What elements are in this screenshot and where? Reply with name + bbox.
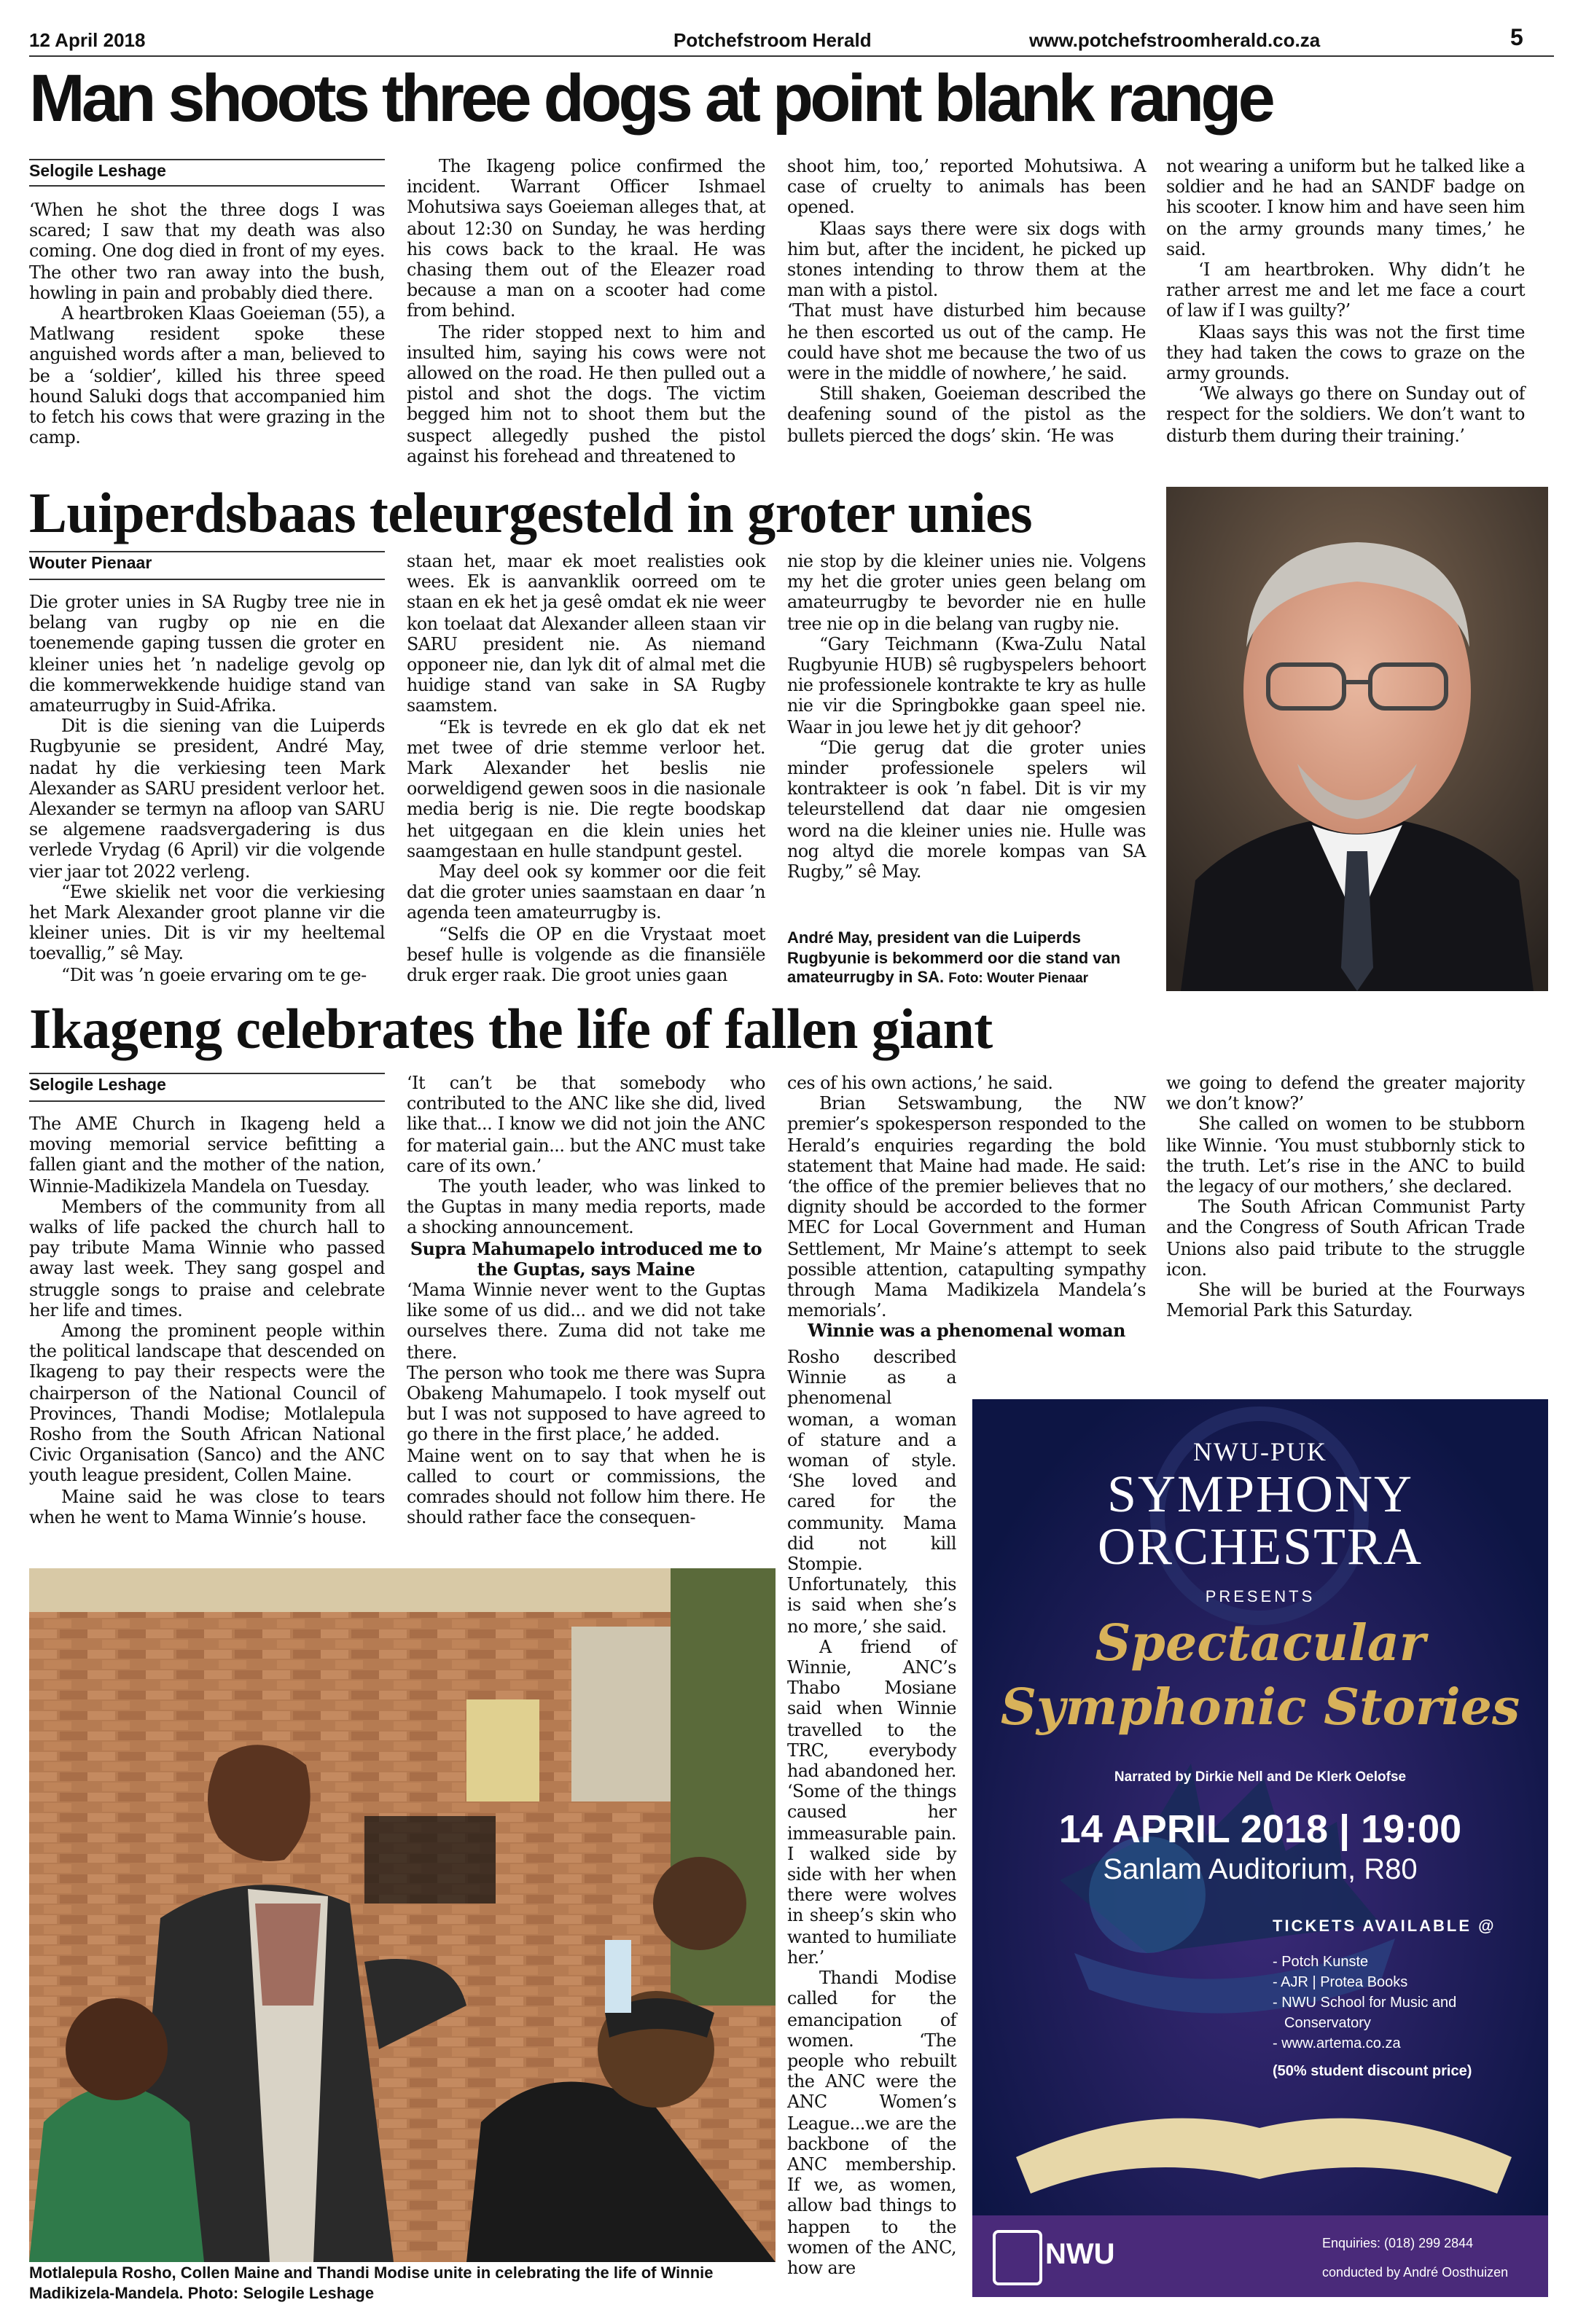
story1-headline: Man shoots three dogs at point blank range <box>29 60 1273 136</box>
story2-column-3: nie stop by die kleiner unies nie. Volgens my het die groter unies geen belang om amateurrugby te bevorder nie en hulle tree nie op in die belang van rugby nie. “Gary Teichmann (Kwa-Zulu Natal Rugbyunie HUB) sê rugbyspelers behoort nie professionele kontrakte te kry as hulle nie vir die Springbokke gaan speel nie. Waar in jou lewe het jy dit gehoor? “Die gerug dat die groter unies minder professionele spelers wil kontrakteer is ook ’n fabel. Dit is vir my teleurstellend dat daar nie omgesien word na die kleiner unies nie. Hulle was nog altyd die morele kompas van SA Rugby,” sê May. <box>787 551 1146 883</box>
story3-subheading-guptas: Supra Mahumapelo introduced me to the Guptas, says Maine <box>410 1238 762 1280</box>
memorial-service-photo <box>29 1568 776 2262</box>
story3-column-3-top: ces of his own actions,’ he said. Brian Setswambung, the NW premier’s spokesperson responded to the Herald’s enquiries regarding the bold statement that Maine had made. He said: ‘the office of the premier believes that no dignity should be accorded to the former MEC for Local Government and Human Settlement, Mr Maine’s attempt to seek possible attention, catapulting sympathy through Mama Madikizela Mandela’s memorials’. Winnie was a phenomenal woman <box>787 1073 1146 1342</box>
ad-venue: Sanlam Auditorium, R80 <box>1103 1854 1418 1886</box>
memorial-photo-caption: Motlalepula Rosho, Collen Maine and Thandi Modise unite in celebrating the life of Winnie Madikizela-Mandela. Photo: Selogile Leshage <box>29 2265 714 2302</box>
story3-subheading-phenomenal: Winnie was a phenomenal woman <box>808 1321 1125 1342</box>
story1-byline: Selogile Leshage <box>29 163 166 181</box>
story3-column-1: The AME Church in Ikageng held a moving memorial service befitting a fallen giant and the mother of the nation, Winnie-Madikizela Mandela on Tuesday. Members of the community from all walks of life packed the church hall to pay tribute Mama Winnie who passed away last week. They sang gospel and struggle songs to praise and celebrate her life and times. Among the prominent people within the political landscape that descended on Ikageng to pay their respects were the chairperson of the National Council of Provinces, Thandi Modise; Motlalepula Rosho from the South African National Civic Organisation (Sanco) and the ANC youth league president, Collen Maine. Maine said he was close to tears when he went to Mama Winnie’s house. <box>29 1114 385 1527</box>
ad-orchestra-line1: NWU-PUK <box>1193 1437 1327 1466</box>
issue-date: 12 April 2018 <box>29 29 146 51</box>
story3-headline: Ikageng celebrates the life of fallen giant <box>29 998 993 1061</box>
ad-outlet-1: - Potch Kunste <box>1273 1955 1369 1971</box>
ad-event-date: 14 APRIL 2018 | 19:00 <box>1058 1807 1462 1851</box>
story2-column-2: staan het, maar ek moet realisties ook wees. Ek is aanvanklik oorreed om te staan en ek het ja gesê omdat ek nie weer kon toelaat dat Alexander alleen staan vir SARU president nie. As niemand opponeer nie, dan lyk dit of almal met die huidige stand van sake in SA Rugby saamstem. “Ek is tevrede en ek glo dat ek net met twee of drie stemme verloor het. Mark Alexander het beslis nie oorweldigend gewen soos in die nasionale media berig is nie. Die regte boodskap het uitgegaan en die klein unies het saamgestaan en hulle standpunt gestel. May deel ook sy kommer oor die feit dat die groter unies saamstaan en daar ’n agenda teen amateurrugby is. “Selfs die OP en die Vrystaat moet besef hulle is volgende as die finansiële druk erger raak. Die groot unies gaan <box>407 551 765 986</box>
byline-rule <box>29 159 385 160</box>
story2-photo-caption: André May, president van die Luiperds Rugbyunie is bekommerd oor die stand van amateurrugby in SA. Foto: Wouter Pienaar <box>787 930 1121 987</box>
ad-outlet-3: - NWU School for Music and <box>1273 1995 1457 2011</box>
story1-column-2: The Ikageng police confirmed the incident. Warrant Officer Ishmael Mohutsiwa says Goeieman alleges that, at about 12:30 on Sunday, he was herding his cows back to the kraal. He was chasing them out of the Eleazer road because a man on a scooter had come from behind. The rider stopped next to him and insulted him, saying his cows were not allowed on the road. He then pulled out a pistol and shot the dogs. The victim begged him not to shoot them but the suspect allegedly pushed the pistol against his forehead and threatened to <box>407 156 765 466</box>
nwu-logo-icon <box>993 2230 1042 2285</box>
story1-column-4: not wearing a uniform but he talked like a soldier and he had an SANDF badge on his scooter. I know him and have seen him on the army grounds many times,’ he said. ‘I am heartbroken. Why didn’t he rather arrest me and let me face a court of law if I was guilty?’ Klaas says this was not the first time they had taken the cows to graze on the army grounds. ‘We always go there on Sunday out of respect for the soldiers. We don’t want to disturb them during their training.’ <box>1166 156 1525 446</box>
ad-enquiries: Enquiries: (018) 299 2844 <box>1322 2236 1474 2250</box>
paper-name: Potchefstroom Herald <box>673 29 872 51</box>
ad-presents: PRESENTS <box>1205 1589 1316 1606</box>
story2-headline: Luiperdsbaas teleurgesteld in groter unies <box>29 482 1032 545</box>
byline-rule <box>29 579 385 580</box>
ad-title-line1: Spectacular <box>1095 1615 1426 1673</box>
masthead-rule <box>29 55 1554 57</box>
byline-rule <box>29 1073 385 1074</box>
symphony-orchestra-advert <box>972 1399 1548 2297</box>
ad-title-line2: Symphonic Stories <box>1000 1679 1520 1737</box>
story2-column-1: Die groter unies in SA Rugby tree nie in belang van rugby op nie en die toenemende gaping tussen die groter en kleiner unies het ’n nadelige gevolg op die kommerwekkende huidige stand van amateurrugby in Suid-Afrika. Dit is die siening van die Luiperds Rugbyunie se president, André May, nadat hy die verkiesing teen Mark Alexander as SARU president verloor het. Alexander se termyn na afloop van SARU se algemene raadsvergadering is dus verlede Vrydag (6 April) vir die volgende vier jaar tot 2022 verleng. “Ewe skielik net voor die verkiesing het Mark Alexander groot planne vir die kleiner unies. Dit is vir my heeltemal toevallig,” sê May. “Dit was ’n goeie ervaring om te ge- <box>29 592 385 985</box>
ad-outlet-2: - AJR | Protea Books <box>1273 1975 1408 1991</box>
ad-orchestra-line2: SYMPHONY <box>1106 1465 1414 1523</box>
story2-byline: Wouter Pienaar <box>29 555 152 573</box>
byline-rule <box>29 185 385 187</box>
ad-narrated: Narrated by Dirkie Nell and De Klerk Oelofse <box>1114 1769 1407 1785</box>
paper-url: www.potchefstroomherald.co.za <box>1029 29 1321 51</box>
byline-rule <box>29 551 385 552</box>
ad-tickets-heading: TICKETS AVAILABLE @ <box>1273 1918 1496 1936</box>
story1-column-1: ‘When he shot the three dogs I was scared; I saw that my death was also coming. One dog died in front of my eyes. The other two ran away into the bush, howling in pain and probably died there. A heartbroken Klaas Goeieman (55), a Matlwang resident spoke these anguished words after a man, believed to be a ‘soldier’, killed his three speed hound Saluki dogs that accompanied him to fetch his cows that were grazing in the camp. <box>29 200 385 448</box>
andre-may-portrait-photo <box>1166 487 1548 991</box>
ad-outlet-4: Conservatory <box>1284 2016 1371 2032</box>
ad-nwu-logo-text: NWU <box>1045 2239 1115 2271</box>
story1-column-3: shoot him, too,’ reported Mohutsiwa. A case of cruelty to animals has been opened. Klaas says there were six dogs with him but, after the incident, he picked up stones intending to throw them at the man with a pistol. ‘That must have disturbed him because he then escorted us out of the camp. He could have shot me because the two of us were in the middle of nowhere,’ he said. Still shaken, Goeieman described the deafening sound of the pistol as the bullets pierced the dogs’ skin. ‘He was <box>787 156 1146 446</box>
byline-rule <box>29 1100 385 1102</box>
ad-student-discount: (50% student discount price) <box>1273 2064 1472 2080</box>
page-number: 5 <box>1510 26 1523 51</box>
ad-conductor: conducted by André Oosthuizen <box>1322 2265 1509 2280</box>
ad-orchestra-line3: ORCHESTRA <box>1097 1517 1423 1576</box>
story3-column-4: we going to defend the greater majority we don’t know?’ She called on women to be stubborn like Winnie. ‘You must stubbornly stick to the truth. Let’s rise in the ANC to build the legacy of our mothers,’ she declared. The South African Communist Party and the Congress of South African Trade Unions also paid tribute to the struggle icon. She will be buried at the Fourways Memorial Park this Saturday. <box>1166 1073 1525 1321</box>
story3-column-3-narrow: Rosho described Winnie as a phenomenal woman, a woman of stature and a woman of style. ‘She loved and cared for the community. Mama did not kill Stompie. Unfortunately, this is said when she’s no more,’ she said. A friend of Winnie, ANC’s Thabo Mosiane said when Winnie travelled to the TRC, everybody had abandoned her. ‘Some of the things caused her immeasurable pain. I walked side by side with her when there were wolves in sheep’s skin who wanted to humiliate her.’ Thandi Modise called for the emancipation of women. ‘The people who rebuilt the ANC were the ANC Women’s League...we are the backbone of the ANC membership. If we, as women, allow bad things to happen to the women of the ANC, how are <box>787 1347 957 2278</box>
story3-column-2: ‘It can’t be that somebody who contributed to the ANC like she did, lived like that... I know we did not join the ANC for material gain... but the ANC must take care of its own.’ The youth leader, who was linked to the Guptas in many media reports, made a shocking announcement. Supra Mahumapelo introduced me to the Guptas, says Maine ‘Mama Winnie never went to the Guptas like some of us did... and we did not take ourselves there. Zuma did not take me there. The person who took me there was Supra Obakeng Mahumapelo. I took myself out but I was not supposed to have agreed to go there in the first place,’ he added. Maine went on to say that when he is called to court or commissions, the comrades should not follow him there. He should rather face the consequen- <box>407 1073 765 1528</box>
ad-outlet-5: - www.artema.co.za <box>1273 2036 1401 2052</box>
story3-byline: Selogile Leshage <box>29 1077 166 1095</box>
